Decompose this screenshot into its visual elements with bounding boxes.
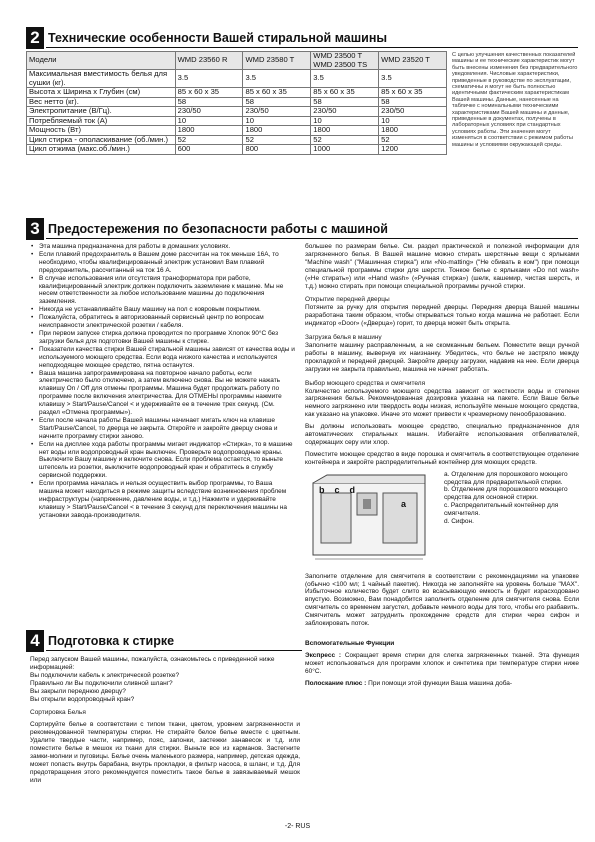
prep-question: Вы закрыли переднюю дверцу? <box>30 687 126 695</box>
express-text: Сокращает время стирки для слегка загрязненных тканей. Эта функция может использоваться для программ хлопок и синтетика при температуре стирки ниже 60°С. <box>305 651 579 675</box>
drawer-legend-item: b. Отделение для порошкового моющего средства для основной стирки. <box>444 486 568 502</box>
safety-bullet: • Пожалуйста, обратитесь в авторизованный сервисный центр по вопросам неисправности электрической розетки / кабеля. <box>30 314 296 330</box>
wash-info-text: большее по размерам белье. См. раздел практической и полезной информации для загрязненного белья. В Вашей машине можно стирать шерстяные вещи с ярлыками "Machine wash" ("Машинная стирка") или «No-matting» ("Не сбивать в ком") при помощи специальной программы стирки для шерсти. Тонкое белье с ярлыками «Do not wash» («Не стирать») или «Hand wash» («Ручная стирка») (шелк, кашемир, чистая шерсть, и т.д.) можно стирать при помощи специальной программы ручной стирки. <box>305 243 579 290</box>
detergent-text-2: Вы должны использовать моющее средство, специально предназначенное для автоматических стиральных машин. Избегайте использования отбеливателей, содержащих серу или хлор. <box>305 423 579 446</box>
loading-heading: Загрузка белья в машину <box>305 334 382 342</box>
drawer-label-a: a <box>401 498 407 509</box>
spec-cell: 10 <box>243 116 311 126</box>
spec-cell: 230/50 <box>311 107 379 117</box>
spec-cell: 230/50 <box>175 107 243 117</box>
spec-row <box>27 70 447 88</box>
spec-row-label: Высота x Ширина x Глубин (см) <box>27 88 176 98</box>
spec-cell: 3.5 <box>243 70 311 88</box>
spec-cell: 58 <box>243 97 311 107</box>
safety-bullet: • Если плавкий предохранитель в Вашем доме рассчитан на ток меньше 16А, то необходимо, чтобы квалифицированный электрик установил Вам плавкий предохранитель, рассчитанный на ток 16 А. <box>30 251 296 275</box>
section-2-number: 2 <box>26 27 44 49</box>
drawer-label-b: b <box>319 484 325 495</box>
spec-header-model: WMD 23580 T <box>243 52 311 70</box>
spec-cell: 1800 <box>311 126 379 136</box>
detergent-text-3: Поместите моющее средство в виде порошка и смягчитель в соответствующее отделение контейнера и закройте распределительный контейнер для моющих средств. <box>305 450 579 466</box>
rinse-plus-text: При помощи этой функции Ваша машина доба- <box>368 679 513 687</box>
spec-cell: 1800 <box>243 126 311 136</box>
safety-bullet: • В случае использования или отсутствия трансформатора при работе, квалифицированный электрик должен подключить заземление к машине. Мы не несем ответственности за любое использование машины до подключения заземления. <box>30 275 296 307</box>
rinse-plus-label: Полоскание плюс : <box>305 679 367 687</box>
spec-cell: 52 <box>311 135 379 145</box>
safety-bullet: • Эта машина предназначена для работы в домашних условиях. <box>30 243 296 251</box>
express-label: Экспресс : <box>305 651 342 659</box>
spec-cell: 230/50 <box>379 107 447 117</box>
spec-cell: 3.5 <box>175 70 243 88</box>
drawer-label-c: c <box>334 484 340 495</box>
spec-cell: 85 x 60 x 35 <box>311 88 379 98</box>
spec-cell: 230/50 <box>243 107 311 117</box>
spec-header-models: Модели <box>27 52 176 70</box>
spec-header-model: WMD 23560 R <box>175 52 243 70</box>
section-4-title: Подготовка к стирке <box>48 634 175 648</box>
spec-cell: 10 <box>379 116 447 126</box>
aux-functions-heading: Вспомогательные Функции <box>305 640 395 647</box>
drawer-legend-item: d. Сифон. <box>444 518 474 526</box>
section-3-number: 3 <box>26 218 44 240</box>
safety-bullet: • Никогда не устанавливайте Вашу машину на пол с ковровым покрытием. <box>30 306 296 314</box>
spec-header-model: WMD 23520 T <box>379 52 447 70</box>
safety-bullet: • Ваша машина запрограммирована на повторное начало работы, если электричество было отключено, а затем включено снова. Вы не можете нажать клавишу On / Off для отмены программы. Машина будет продолжать работу по программе после включения электричества. Для ОТМЕНЫ программы нажмите клавишу > Start/Pause/Cancel < и удерживайте ее в течение трех секунд. (См. раздел «Отмена программы»). <box>30 370 296 417</box>
spec-row-label: Мощность (Вт) <box>27 126 176 136</box>
spec-row <box>27 145 447 155</box>
spec-cell: 85 x 60 x 35 <box>243 88 311 98</box>
section-3-title: Предостережения по безопасности работы с машиной <box>48 222 388 236</box>
spec-header-model: WMD 23500 T WMD 23500 TS <box>311 52 379 70</box>
section-3-header <box>26 218 578 240</box>
spec-cell: 52 <box>175 135 243 145</box>
spec-cell: 1800 <box>175 126 243 136</box>
spec-header-row <box>27 52 447 70</box>
prep-question: Вы подключили кабель к электрической розетке? <box>30 671 180 679</box>
spec-cell: 10 <box>175 116 243 126</box>
spec-cell: 10 <box>311 116 379 126</box>
prep-questions <box>30 672 300 704</box>
spec-cell: 52 <box>379 135 447 145</box>
drawer-legend <box>444 471 579 526</box>
section-2-header <box>26 27 578 49</box>
spec-cell: 52 <box>243 135 311 145</box>
prep-question: Вы открыли водопроводный кран? <box>30 695 135 703</box>
loading-text: Заполните машину расправленным, а не скомканным бельем. Поместите вещи ручной работы в машину, вывернув их наизнанку. Убедитесь, что белье не застряло между прокладкой и передней дверцей. Закройте дверцу загрузки, надавив на нее. Если дверца загрузки не закрыта правильно, машина не начнет работать. <box>305 341 579 373</box>
express-paragraph <box>305 652 579 676</box>
spec-cell: 58 <box>311 97 379 107</box>
door-text: Потяните за ручку для открытия передней дверцы. Передняя дверца Вашей машины разработана таким образом, чтобы открываться только когда машина не работает. Если индикатор «Door» («Дверца») горит, то дверца может быть открыта. <box>305 304 579 328</box>
safety-bullet: • Показатели качества стирки Вашей стиральной машины зависят от качества воды и используемого моющего средства. Если вода низкого качества и используется неподходящее моющее средство, пятна останутся. <box>30 346 296 370</box>
drawer-figure-block <box>305 471 579 569</box>
drawer-legend-item: a. Отделение для порошкового моющего средства для предварительной стирки. <box>444 470 568 486</box>
detergent-text-1: Количество используемого моющего средства зависит от жесткости воды и степени загрязнения белья. Рекомендованная дозировка указана на пакете. Если Ваше белье немного загрязнено или твердость воды низкая, используйте меньше моющего средства, как указано на упаковке. Иначе это может привести к чрезмерному пенообразованию. <box>305 387 579 419</box>
section-4-body <box>30 656 300 785</box>
drawer-legend-item: c. Распределительный контейнер для смягчителя. <box>444 502 559 518</box>
sorting-text: Сортируйте белье в соответствии с типом ткани, цветом, уровнем загрязненности и рекомендованной температуры стирки. Не стирайте белое белье вместе с цветным. Удалите твердые части, например, пояс, запонки, застежки занавесок и т.д. или поместите белье в мешок из ткани для стирки. Выньте все из карманов. Застегните замки-молнии и пуговицы. Белье очень маленького размера, например, детская одежда, может попасть внутрь барабана, внутрь прокладки, в фильтр насоса, в шланг, и т.д. Для предотвращения этого рекомендуется поместить такое белье в завязываемый мешок или <box>30 721 300 784</box>
spec-table <box>26 51 447 155</box>
spec-row-label: Цикл стирка - ополаскивание (об./мин.) <box>27 135 176 145</box>
right-column <box>305 243 579 688</box>
door-heading: Открытие передней дверцы <box>305 296 390 304</box>
side-note: С целью улучшения качественных показателей машины и ее технические характеристик могут быть внесены изменения без предварительного уведомления. Числовые характеристики, приведенные в руководстве по эксплуатации, схематичны и могут не быть полностью идентичными фактическим характеристикам Вашей машины. Данные, нанесенные на табличке с номинальными техническими характеристиками Вашей машины и данные, приведенные в документах, получены в лабораторных условиях при стандартных условиях работы. Эти значения могут изменяться в соответствии с режимом работы машины и условиями окружающей среды. <box>452 52 578 148</box>
section-4-header <box>26 630 302 652</box>
safety-bullets <box>30 243 296 520</box>
spec-cell: 3.5 <box>311 70 379 88</box>
spec-row-label: Максимальная вместимость белья для сушки (кг). <box>27 70 176 88</box>
section-2-title: Технические особенности Вашей стиральной машины <box>48 31 388 45</box>
page-footer: -2- RUS <box>284 823 311 830</box>
safety-bullet: • Если после начала работы Вашей машины начинает мигать ключ на клавише Start/Pause/Cancel, то дверца не закрыта. Откройте и закройте дверцу снова и начните программу стирки заново. <box>30 417 296 441</box>
softener-text: Заполните отделение для смягчителя в соответствии с рекомендациями на упаковке (обычно <100 мл; 1 чайный пакетик). Никогда не заполняйте на уровень больше "MAX". Избыточное количество будет слито во всасывающую емкость и будет израсходовано впустую. Возможно, Вам понадобится заполнить отделение для смягчителя снова. Если смягчитель со временем загустел, добавьте немного воды для того, чтобы его разбавить. Смягчитель может затруднить прохождение средств для стирки через сифон и заблокировать поток. <box>305 572 579 628</box>
spec-cell: 600 <box>175 145 243 155</box>
spec-row-label: Вес нетто (кг). <box>27 97 176 107</box>
safety-bullet: • Если на дисплее хода работы программы мигает индикатор «Стирка», то в машине нет воды или водопроводный кран выключен. Проверьте водопроводные краны. Выключите Вашу машину и включите снова. Если проблема остается, то выньте штепсель из розетки, выключите водопроводный кран и обратитесь в службу сервисной поддержки. <box>30 441 296 481</box>
spec-row-label: Потребляемый ток (А) <box>27 116 176 126</box>
prep-intro: Перед запуском Вашей машины, пожалуйста, ознакомьтесь с приведенной ниже информацией: <box>30 656 275 671</box>
detergent-drawer-illustration <box>305 473 433 563</box>
spec-cell: 58 <box>175 97 243 107</box>
spec-row-label: Цикл отжима (макс.об./мин.) <box>27 145 176 155</box>
drawer-label-d: d <box>349 484 356 495</box>
spec-row <box>27 126 447 136</box>
section-4-number: 4 <box>26 630 44 652</box>
spec-row <box>27 88 447 98</box>
spec-cell: 1200 <box>379 145 447 155</box>
sorting-heading: Сортировка Белья <box>30 709 86 717</box>
spec-cell: 3.5 <box>379 70 447 88</box>
detergent-heading: Выбор моющего средства и смягчителя <box>305 379 426 387</box>
spec-cell: 1800 <box>379 126 447 136</box>
spec-cell: 85 x 60 x 35 <box>379 88 447 98</box>
safety-bullet: • Если программа началась и нельзя осуществить выбор программы, то Ваша машина может находиться в режиме защиты вследствие возникновения проблем инфраструктуры (напряжение, давление воды, и т.д.) Нажмите и удерживайте клавишу > Start/Pause/Cancel < в течение 3 секунд для переключения машины на установки завода-производителя. <box>30 480 296 520</box>
spec-cell: 1000 <box>311 145 379 155</box>
rinse-plus-paragraph <box>305 680 579 688</box>
spec-cell: 85 x 60 x 35 <box>175 88 243 98</box>
spec-cell: 800 <box>243 145 311 155</box>
spec-row <box>27 107 447 117</box>
safety-bullet: • При первом запуске стирка должна проводится по программе Хлопок 90°С без загрузки белья для подготовки Вашей машины к стирке. <box>30 330 296 346</box>
spec-row-label: Электропитание (В/Гц). <box>27 107 176 117</box>
prep-question: Правильно ли Вы подключили сливной шланг? <box>30 679 173 687</box>
spec-cell: 58 <box>379 97 447 107</box>
